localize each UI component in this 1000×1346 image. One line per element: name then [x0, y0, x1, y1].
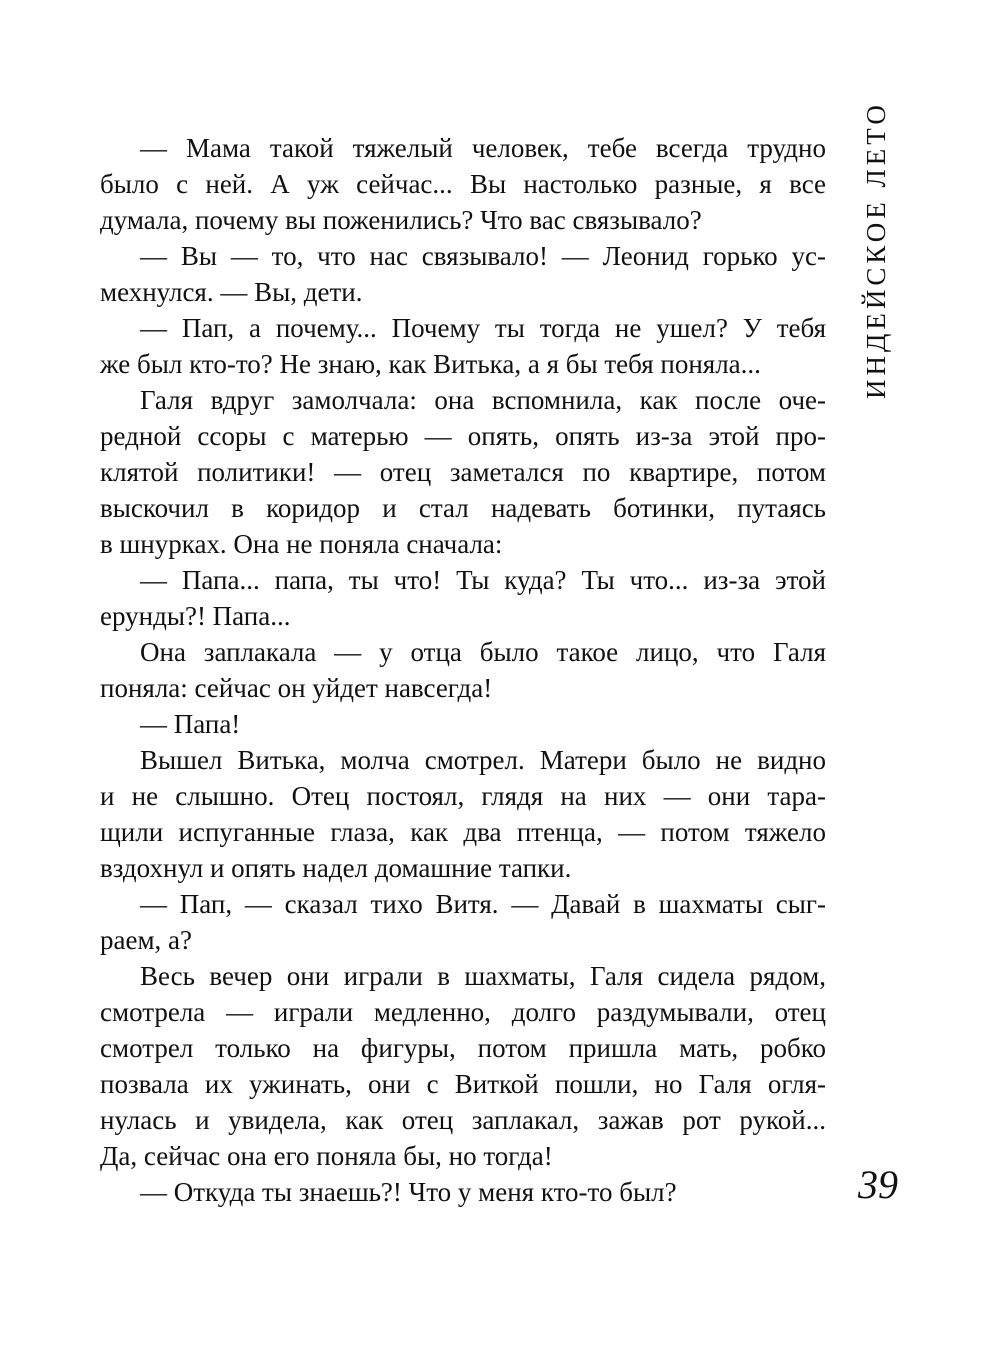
text-line: нулась и увидела, как отец заплакал, зажав рот рукой...	[100, 1105, 826, 1135]
text-line: в шнурках. Она не поняла сначала:	[100, 529, 503, 559]
text-line: Весь вечер они играли в шахматы, Галя сидела рядом,	[140, 961, 826, 991]
text-line: — Папа... папа, ты что! Ты куда? Ты что... из-за этой	[140, 565, 826, 595]
text-line: — Пап, а почему... Почему ты тогда не ушел? У тебя	[140, 313, 826, 343]
text-line: клятой политики! — отец заметался по квартире, потом	[100, 457, 826, 487]
text-line: щили испуганные глаза, как два птенца, — потом тяжело	[100, 817, 826, 847]
text-line: же был кто-то? Не знаю, как Витька, а я бы тебя поняла...	[100, 349, 761, 379]
text-line: позвала их ужинать, они с Виткой пошли, но Галя огля-	[100, 1069, 826, 1099]
text-line: Она заплакала — у отца было такое лицо, что Галя	[140, 637, 826, 667]
text-line: выскочил в коридор и стал надевать ботинки, путаясь	[100, 493, 826, 523]
text-line: и не слышно. Отец постоял, глядя на них — они тара-	[100, 781, 826, 811]
text-line: редной ссоры с матерью — опять, опять из-за этой про-	[100, 421, 826, 451]
text-line: — Откуда ты знаешь?! Что у меня кто-то был?	[140, 1177, 677, 1207]
text-line: думала, почему вы поженились? Что вас связывало?	[100, 205, 702, 235]
text-line: Вышел Витька, молча смотрел. Матери было не видно	[140, 745, 826, 775]
text-line: смотрел только на фигуры, потом пришла мать, робко	[100, 1033, 826, 1063]
text-line: — Мама такой тяжелый человек, тебе всегда трудно	[140, 133, 826, 163]
text-line: раем, а?	[100, 925, 193, 955]
text-line: смотрела — играли медленно, долго раздумывали, отец	[100, 997, 826, 1027]
text-line: мехнулся. — Вы, дети.	[100, 277, 363, 307]
text-line: — Папа!	[140, 709, 241, 739]
text-line: Да, сейчас она его поняла бы, но тогда!	[100, 1141, 553, 1171]
text-line: — Вы — то, что нас связывало! — Леонид горько ус-	[140, 241, 826, 271]
text-line: ерунды?! Папа...	[100, 601, 291, 631]
running-head: ИНДЕЙСКОЕ ЛЕТО	[861, 101, 891, 399]
text-line: было с ней. А уж сейчас... Вы настолько разные, я все	[100, 169, 826, 199]
text-line: вздохнул и опять надел домашние тапки.	[100, 853, 572, 883]
text-line: — Пап, — сказал тихо Витя. — Давай в шахматы сыг-	[140, 889, 826, 919]
text-line: поняла: сейчас он уйдет навсегда!	[100, 673, 493, 703]
text-line: Галя вдруг замолчала: она вспомнила, как после оче-	[140, 385, 826, 415]
page-number: 39	[858, 1162, 898, 1207]
